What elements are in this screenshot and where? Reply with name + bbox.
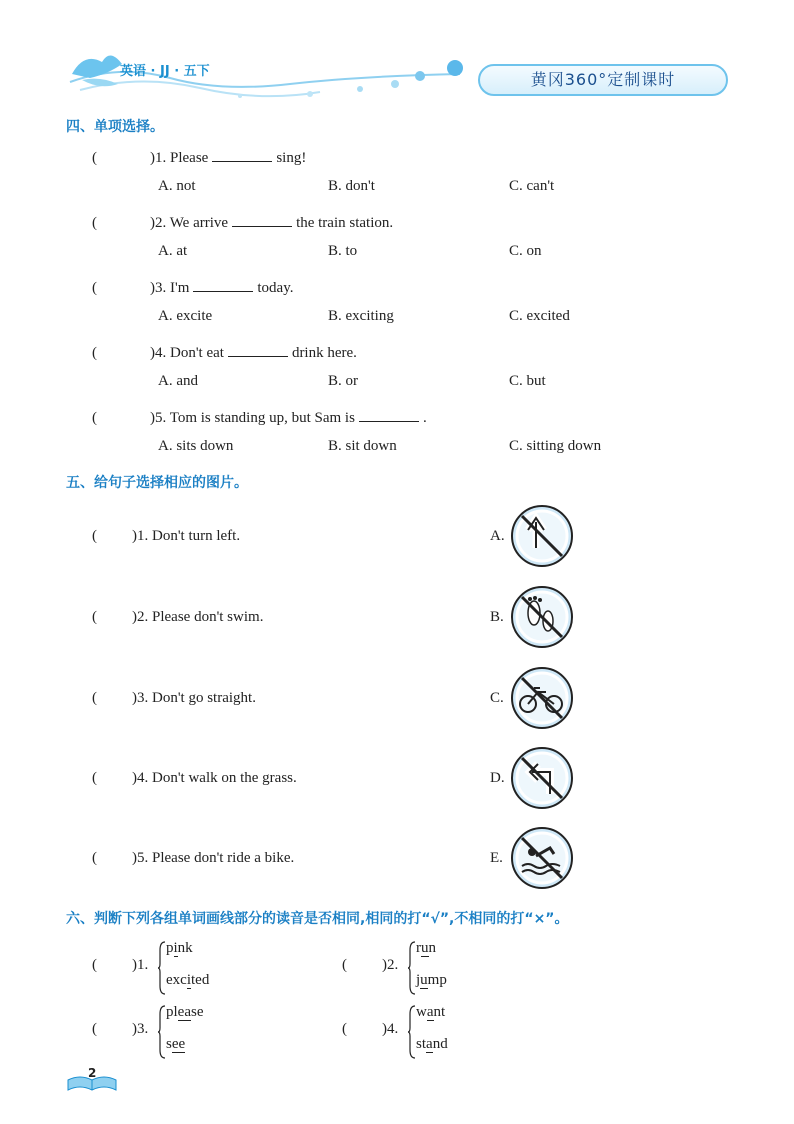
phonics-item-1 — [92, 957, 148, 974]
item-number: )4. — [382, 1021, 399, 1037]
header-badge: 黄冈360°定制课时 — [478, 64, 728, 96]
question-text-end: the train station. — [296, 215, 394, 231]
item-number: )2. — [382, 957, 399, 973]
match-sentence: )3. Don't go straight. — [132, 690, 256, 706]
option-b: B. to — [328, 243, 358, 259]
word-part: n — [428, 940, 436, 956]
word-part: se — [191, 1004, 204, 1020]
match-sentence: )2. Please don't swim. — [132, 609, 264, 625]
word — [416, 1004, 445, 1021]
word-part: exc — [166, 972, 187, 988]
word-part: w — [416, 1004, 427, 1020]
question-text: )2. We arrive — [150, 215, 229, 231]
word-part: pl — [166, 1004, 178, 1020]
word-part: ted — [191, 972, 210, 988]
question-text-end: sing! — [276, 150, 307, 166]
brace — [408, 940, 416, 1001]
question-4 — [92, 341, 357, 362]
sign-letter: C. — [490, 690, 504, 706]
option-b: B. sit down — [328, 438, 397, 454]
option-a: A. not — [158, 178, 196, 194]
option-a: A. excite — [158, 308, 213, 324]
header-wave-decoration — [60, 44, 480, 114]
word — [416, 1036, 448, 1053]
underlined-letters: i — [186, 972, 191, 988]
fill-blank — [232, 214, 292, 227]
match-item-2 — [92, 609, 263, 626]
answer-paren[interactable]: ( — [92, 410, 127, 426]
option-c: C. excited — [509, 308, 570, 324]
no-walking-icon — [510, 585, 574, 649]
option-c: C. sitting down — [509, 438, 602, 454]
option-b: B. don't — [328, 178, 375, 194]
option-c: C. but — [509, 373, 546, 389]
brace — [158, 940, 166, 1001]
fill-blank — [193, 279, 253, 292]
word-part: nt — [433, 1004, 446, 1020]
no-swimming-icon — [510, 826, 574, 890]
underlined-letters: a — [426, 1036, 433, 1052]
word — [166, 1036, 185, 1053]
match-sentence: )1. Don't turn left. — [132, 528, 241, 544]
word-part: st — [416, 1036, 427, 1052]
match-sentence: )4. Don't walk on the grass. — [132, 770, 297, 786]
item-number: )3. — [132, 1021, 149, 1037]
answer-paren[interactable]: ( — [92, 690, 97, 706]
section-6-title: 六、判断下列各组单词画线部分的读音是否相同,相同的打“√”,不相同的打“×”。 — [66, 911, 569, 927]
match-item-4 — [92, 770, 297, 787]
question-3 — [92, 276, 293, 297]
brace — [408, 1004, 416, 1065]
word-part: r — [416, 940, 421, 956]
sign-letter: D. — [490, 770, 505, 786]
match-sentence: )5. Please don't ride a bike. — [132, 850, 295, 866]
no-straight-icon — [510, 504, 574, 568]
option-c: C. on — [509, 243, 542, 259]
option-b: B. or — [328, 373, 358, 389]
sign-letter: A. — [490, 528, 505, 544]
phonics-item-4 — [342, 1021, 398, 1038]
match-item-1 — [92, 528, 240, 545]
answer-paren[interactable]: ( — [92, 1021, 97, 1037]
match-item-5 — [92, 850, 294, 867]
word-part: j — [416, 972, 421, 988]
answer-paren[interactable]: ( — [92, 957, 97, 973]
no-bike-icon — [510, 666, 574, 730]
word — [416, 940, 436, 957]
answer-paren[interactable]: ( — [92, 345, 127, 361]
word — [166, 1004, 204, 1021]
phonics-item-2 — [342, 957, 398, 974]
word-part: mp — [427, 972, 447, 988]
option-b: B. exciting — [328, 308, 394, 324]
answer-paren[interactable]: ( — [92, 280, 127, 296]
word-part: nd — [432, 1036, 448, 1052]
question-1 — [92, 146, 306, 167]
option-c: C. can't — [509, 178, 555, 194]
section-4-title: 四、单项选择。 — [66, 119, 164, 135]
question-text-end: today. — [257, 280, 294, 296]
word-part: p — [166, 940, 174, 956]
no-left-turn-icon — [510, 746, 574, 810]
answer-paren[interactable]: ( — [92, 215, 127, 231]
question-2 — [92, 211, 393, 232]
page-number: 2 — [88, 1066, 97, 1080]
answer-paren[interactable]: ( — [92, 850, 97, 866]
fill-blank — [228, 344, 288, 357]
underlined-letters: i — [173, 940, 178, 956]
answer-paren[interactable]: ( — [342, 1021, 347, 1037]
option-a: A. sits down — [158, 438, 234, 454]
brace — [158, 1004, 166, 1065]
underlined-letters: a — [426, 1004, 434, 1020]
question-text: )4. Don't eat — [150, 345, 224, 361]
word-part: nk — [177, 940, 193, 956]
question-text: )5. Tom is standing up, but Sam is — [150, 410, 355, 426]
word — [416, 972, 447, 989]
question-text: )3. I'm — [150, 280, 190, 296]
underlined-letters: ea — [177, 1004, 191, 1020]
answer-paren[interactable]: ( — [92, 150, 127, 166]
option-a: A. at — [158, 243, 188, 259]
answer-paren[interactable]: ( — [92, 528, 97, 544]
phonics-item-3 — [92, 1021, 148, 1038]
word-part: s — [166, 1036, 172, 1052]
underlined-letters: u — [420, 972, 428, 988]
item-number: )1. — [132, 957, 149, 973]
fill-blank — [212, 149, 272, 162]
header-subject: 英语 · JJ · 五下 — [120, 64, 210, 79]
match-item-3 — [92, 690, 256, 707]
section-5-title: 五、给句子选择相应的图片。 — [66, 475, 248, 491]
question-5 — [92, 406, 427, 427]
question-text-end: . — [422, 410, 427, 426]
word — [166, 972, 209, 989]
option-a: A. and — [158, 373, 198, 389]
sign-letter: B. — [490, 609, 504, 625]
answer-paren[interactable]: ( — [92, 609, 97, 625]
underlined-letters: u — [421, 940, 429, 956]
question-text: )1. Please — [150, 150, 209, 166]
answer-paren[interactable]: ( — [342, 957, 347, 973]
sign-letter: E. — [490, 850, 503, 866]
word — [166, 940, 193, 957]
fill-blank — [359, 409, 419, 422]
answer-paren[interactable]: ( — [92, 770, 97, 786]
question-text-end: drink here. — [291, 345, 357, 361]
underlined-letters: ee — [171, 1036, 186, 1052]
